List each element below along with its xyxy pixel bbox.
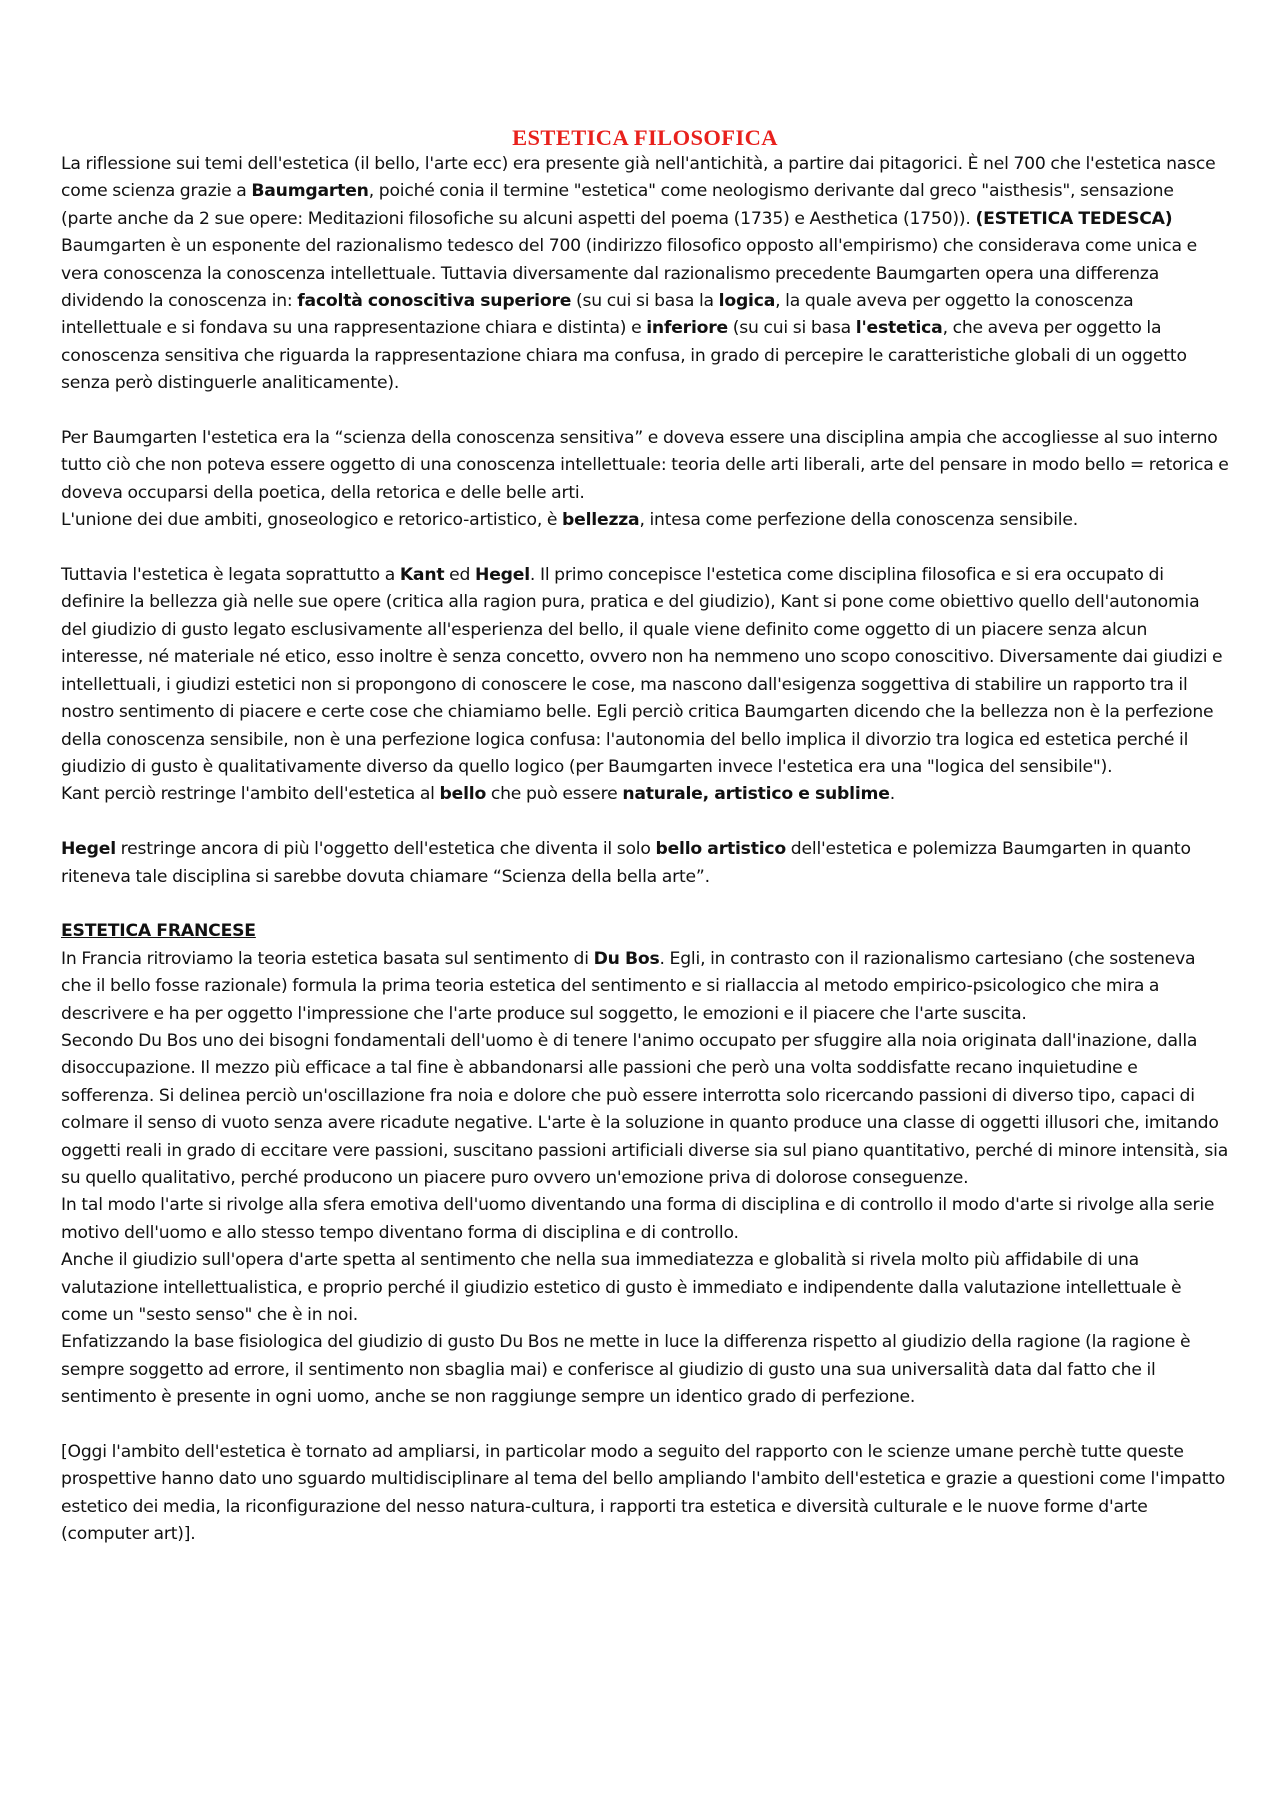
paragraph-bisogni: Secondo Du Bos uno dei bisogni fondamentali dell'uomo è di tenere l'animo occupato per sfuggire alla noia originata dall'inazione, dalla disoccupazione. Il mezzo più efficace a tal fine è abbandonarsi alle passioni che però una volta soddisfatte recano inquietudine e sofferenza. Si delinea perciò un'oscillazione fra noia e dolore che può essere interrotta solo ricercando passioni di diverso tipo, capaci di colmare il senso di vuoto senza avere ricadute negative. L'arte è la soluzione in quanto produce una classe di oggetti illusori che, imitando oggetti reali in grado di eccitare vere passioni, suscitano passioni artificiali diverse sia sul piano quantitativo, perché di minore intensità, sia su quello qualitativo, perché producono un piacere puro ovvero un'emozione priva di dolorose conseguenze.: [61, 1030, 1229, 1188]
paragraph-hegel: Hegel restringe ancora di più l'oggetto dell'estetica che diventa il solo bello artistico dell'estetica e polemizza Baumgarten in quanto riteneva tale disciplina si sarebbe dovuta chiamare “Scienza della bella arte”.: [61, 839, 1191, 887]
paragraph-du-bos: In Francia ritroviamo la teoria estetica basata sul sentimento di Du Bos. Egli, in contrasto con il razionalismo cartesiano (che sosteneva che il bello fosse razionale) formula la prima teoria estetica del sentimento e si riallaccia al metodo empirico-psicologico che mira a descrivere e ha per oggetto l'impressione che l'arte produce sul soggetto, le emozioni e il piacere che l'arte suscita.: [61, 948, 1196, 1024]
paragraph-giudizio: Anche il giudizio sull'opera d'arte spetta al sentimento che nella sua immediatezza e globalità si rivela molto più affidabile di una valutazione intellettualistica, e proprio perché il giudizio estetico di gusto è immediato e indipendente dalla valutazione intellettuale è come un "sesto senso" che è in noi.: [61, 1250, 1182, 1325]
paragraph-kant: Tuttavia l'estetica è legata soprattutto a Kant ed Hegel. Il primo concepisce l'estetica come disciplina filosofica e si era occupato di definire la bellezza già nelle sue opere (critica alla ragion pura, pratica e del giudizio), Kant si pone come obiettivo quello dell'autonomia del giudizio di gusto legato esclusivamente all'esperienza del bello, il quale viene definito come oggetto di un piacere senza alcun interesse, né materiale né etico, esso inoltre è senza concetto, ovvero non ha nemmeno uno scopo conoscitivo. Diversamente dai giudizi e intellettuali, i giudizi estetici non si propongono di conoscere le cose, ma nascono dall'esigenza soggettiva di stabilire un rapporto tra il nostro sentimento di piacere e certe cose che chiamiamo belle. Egli perciò critica Baumgarten dicendo che la bellezza non è la perfezione della conoscenza sensibile, non è una perfezione logica confusa: l'autonomia del bello implica il divorzio tra logica ed estetica perché il giudizio di gusto è qualitativamente diverso da quello logico (per Baumgarten invece l'estetica era una "logica del sensibile").: [61, 565, 1223, 777]
paragraph-sfera-emotiva: In tal modo l'arte si rivolge alla sfera emotiva dell'uomo diventando una forma di disciplina e di controllo il modo d'arte si rivolge alla serie motivo dell'uomo e allo stesso tempo diventano forma di disciplina e di controllo.: [61, 1195, 1215, 1243]
paragraph-scienza-sensitiva: Per Baumgarten l'estetica era la “scienza della conoscenza sensitiva” e doveva essere una disciplina ampia che accogliesse al suo interno tutto ciò che non poteva essere oggetto di una conoscenza intellettuale: teoria delle arti liberali, arte del pensare in modo bello = retorica e doveva occuparsi della poetica, della retorica e delle belle arti.: [61, 428, 1229, 503]
paragraph-oggi: [Oggi l'ambito dell'estetica è tornato ad ampliarsi, in particolar modo a seguito del rapporto con le scienze umane perchè tutte queste prospettive hanno dato uno sguardo multidisciplinare al tema del bello ampliando l'ambito dell'estetica e grazie a questioni come l'impatto estetico dei media, la riconfigurazione del nesso natura-cultura, i rapporti tra estetica e diversità culturale e le nuove forme d'arte (computer art)].: [61, 1442, 1226, 1545]
paragraph-bellezza: L'unione dei due ambiti, gnoseologico e retorico-artistico, è bellezza, intesa come perfezione della conoscenza sensibile.: [61, 510, 1079, 531]
paragraph-intro: La riflessione sui temi dell'estetica (il bello, l'arte ecc) era presente già nell'antichità, a partire dai pitagorici. È nel 700 che l'estetica nasce come scienza grazie a Baumgarten, poiché conia il termine "estetica" come neologismo derivante dal greco "aisthesis", sensazione (parte anche da 2 sue opere: Meditazioni filosofiche su alcuni aspetti del poema (1735) e Aesthetica (1750)). (ESTETICA TEDESCA): [61, 154, 1216, 229]
document-page: [61, 124, 1229, 1549]
paragraph-baumgarten: Baumgarten è un esponente del razionalismo tedesco del 700 (indirizzo filosofico opposto all'empirismo) che considerava come unica e vera conoscenza la conoscenza intellettuale. Tuttavia diversamente dal razionalismo precedente Baumgarten opera una differenza dividendo la conoscenza in: facoltà conoscitiva superiore (su cui si basa la logica, la quale aveva per oggetto la conoscenza intellettuale e si fondava su una rappresentazione chiara e distinta) e inferiore (su cui si basa l'estetica, che aveva per oggetto la conoscenza sensitiva che riguarda la rappresentazione chiara ma confusa, in grado di percepire le caratteristiche globali di un oggetto senza però distinguerle analiticamente).: [61, 236, 1197, 394]
paragraph-kant-bello: Kant perciò restringe l'ambito dell'estetica al bello che può essere naturale, artistico e sublime.: [61, 784, 895, 805]
bold-baumgarten: Baumgarten: [251, 181, 369, 202]
document-title: ESTETICA FILOSOFICA: [512, 125, 778, 150]
paragraph-base-fisiologica: Enfatizzando la base fisiologica del giudizio di gusto Du Bos ne mette in luce la differenza rispetto al giudizio della ragione (la ragione è sempre soggetto ad errore, il sentimento non sbaglia mai) e conferisce al giudizio di gusto una sua universalità data dal fatto che il sentimento è presente in ogni uomo, anche se non raggiunge sempre un identico grado di perfezione.: [61, 1332, 1191, 1408]
section-heading-estetica-francese: ESTETICA FRANCESE: [61, 921, 256, 942]
bold-estetica-tedesca: (ESTETICA TEDESCA): [975, 208, 1173, 229]
